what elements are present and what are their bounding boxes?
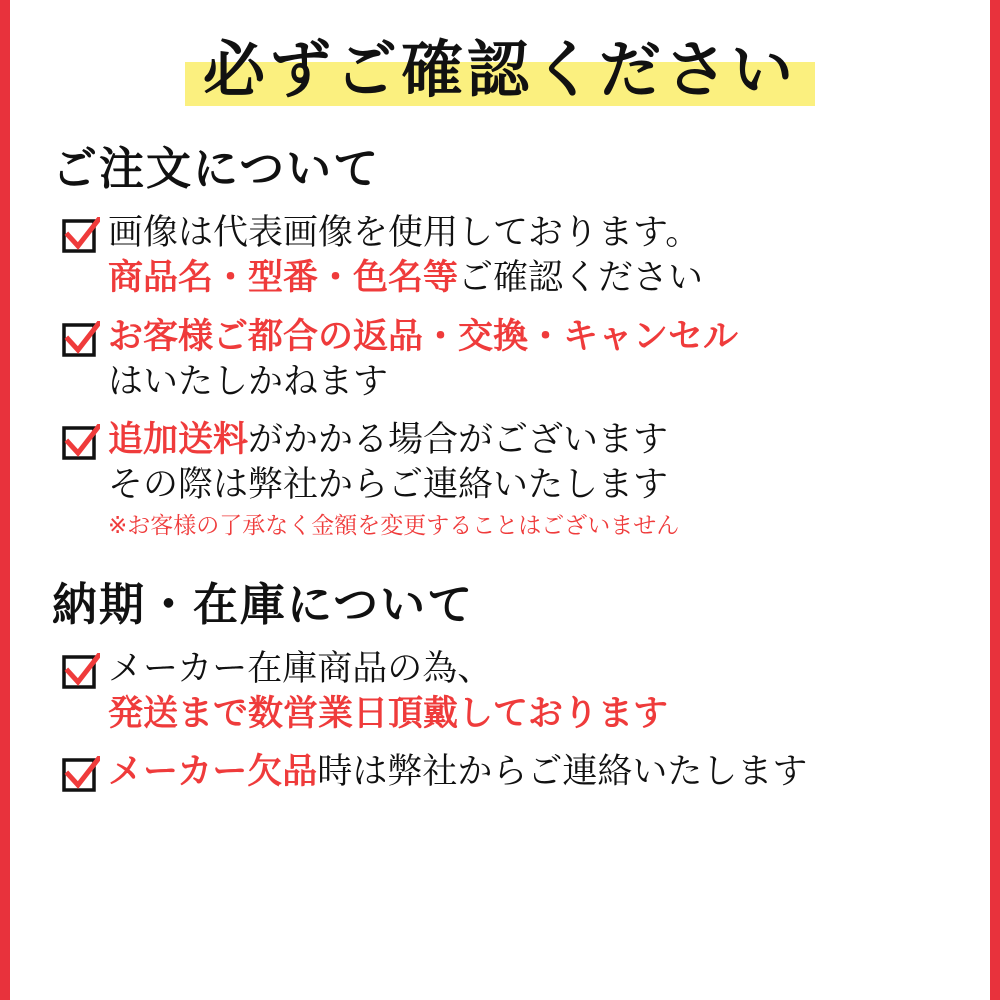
list-item bbox=[62, 211, 966, 301]
text-black: 時は弊社からご連絡いたします bbox=[317, 752, 808, 793]
list-item-text bbox=[108, 315, 966, 405]
checkbox-checked-icon bbox=[62, 321, 100, 359]
section-heading-orders: ご注文について bbox=[52, 142, 381, 196]
checkbox-checked-icon bbox=[62, 653, 100, 691]
text-line: 発送まで数営業日頂戴しております bbox=[108, 693, 669, 734]
checkbox-checked-icon bbox=[62, 424, 100, 462]
text-line: その際は弊社からご連絡いたします bbox=[108, 465, 669, 506]
list-item-text bbox=[108, 647, 966, 737]
list-item-text bbox=[108, 418, 966, 541]
text-line: お客様ご都合の返品・交換・キャンセル bbox=[108, 316, 739, 357]
text-line: はいたしかねます bbox=[108, 361, 389, 402]
section-heading-delivery: 納期・在庫について bbox=[52, 577, 475, 631]
notice-content bbox=[10, 0, 990, 1000]
text-line-mixed bbox=[108, 750, 966, 795]
text-black: ご確認ください bbox=[458, 257, 704, 298]
text-line: 画像は代表画像を使用しております。 bbox=[108, 213, 701, 254]
text-red: 追加送料 bbox=[108, 420, 249, 461]
text-red: 商品名・型番・色名等 bbox=[108, 257, 459, 298]
text-line-mixed bbox=[108, 256, 966, 301]
page-title-wrap bbox=[34, 0, 966, 110]
text-black: がかかる場合がございます bbox=[248, 420, 669, 461]
page-title bbox=[185, 34, 815, 110]
page-title-text: 必ずご確認ください bbox=[202, 33, 797, 106]
list-item-text bbox=[108, 211, 966, 301]
checkbox-checked-icon bbox=[62, 217, 100, 255]
checkbox-checked-icon bbox=[62, 756, 100, 794]
list-item bbox=[62, 418, 966, 541]
list-item bbox=[62, 647, 966, 737]
text-line-mixed bbox=[108, 418, 966, 463]
text-line: メーカー在庫商品の為、 bbox=[108, 648, 493, 689]
list-item bbox=[62, 750, 966, 795]
text-red: メーカー欠品 bbox=[108, 752, 318, 793]
note-text: ※お客様の了承なく金額を変更することはございません bbox=[108, 512, 680, 539]
list-item-text bbox=[108, 750, 966, 795]
list-item bbox=[62, 315, 966, 405]
